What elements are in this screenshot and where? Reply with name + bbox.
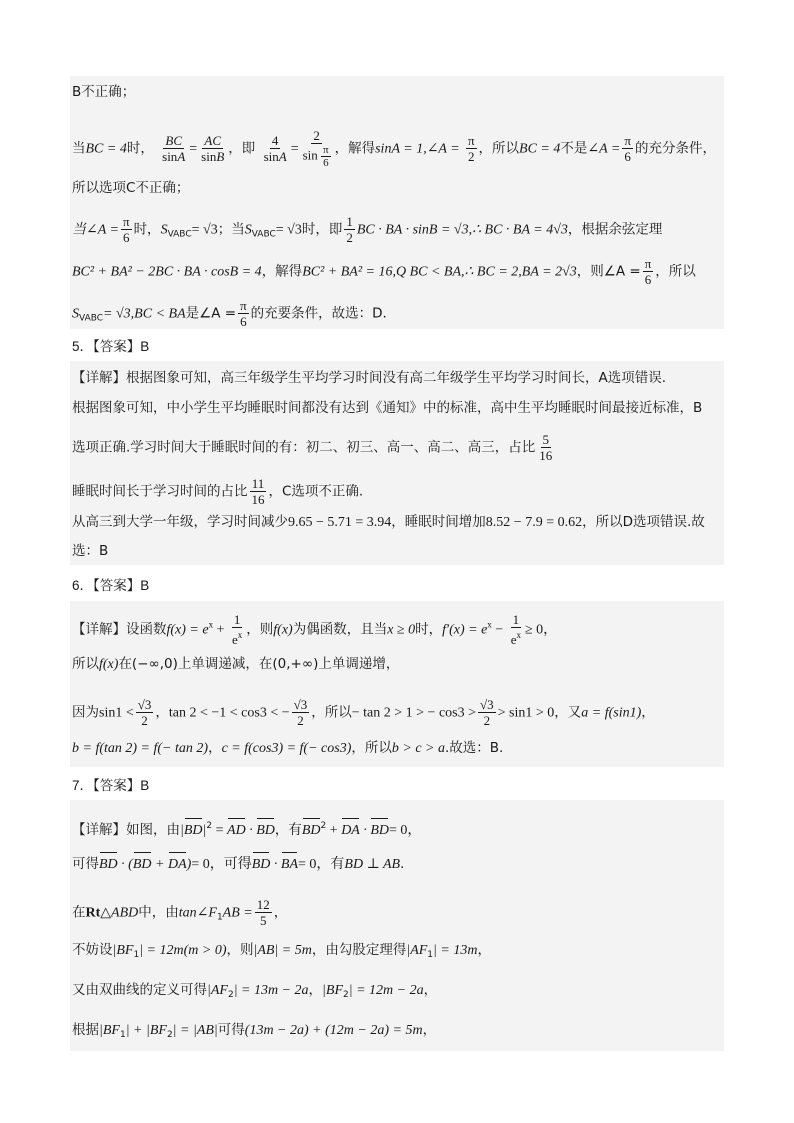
- q4-line-5: BC² + BA² − 2BC · BA · cosB = 4，解得BC² + BA² = 16,Q BC < BA,∴ BC = 2,BA = 2√3，则∠A = $\frac{\pi}{6}$ ，所以: [72, 256, 696, 287]
- frac-sqrt3-2-a: $\frac{√3}{2}$: [137, 697, 152, 728]
- q4-line-6: $S_{VABC}= √3,BC$ < BA是∠A = $\frac{\pi}{6}$ 的充要条件，故选：D.: [72, 298, 387, 329]
- q4-shaded-block: [70, 76, 724, 329]
- q6-line-3: 因为sin1 < $\frac{√3}{2}$ ，tan 2 < −1 < cos3 < − $\frac{√3}{2}$ ，所以− tan 2 > 1 > − cos3 > $\frac{√3}{2}$ > sin1 > 0，又a = f(sin1)，: [72, 697, 655, 728]
- frac-4-sina: $\frac{4}{\sin A}$: [263, 133, 287, 164]
- q5-line-2: 根据图象可知，中小学生平均睡眠时间都没有达到《通知》中的标准，高中生平均睡眠时间最接近标准，B: [72, 400, 703, 416]
- q7-line-1: 【详解】如图，由$|BD|^2$ = AD · BD，有$BD^2$ + DA · BD= 0，: [72, 816, 421, 841]
- q5-line-1: 【详解】根据图象可知，高三年级学生平均学习时间没有高二年级学生平均学习时间长，A选项错误.: [72, 370, 667, 386]
- frac-11-16: $\frac{11}{16}$: [251, 476, 265, 507]
- frac-pi-6-d: $\frac{\pi}{6}$: [240, 298, 247, 329]
- q5-answer-heading: 5．【答案】B: [72, 339, 150, 354]
- q7-line-2: 可得BD · (BD + DA)= 0，可得BD · BA= 0，有BD ⊥ AB.: [72, 854, 404, 875]
- q7-line-5: 又由双曲线的定义可得$|AF_2| = 13m - 2a$，$|BF_2| = 12m - 2a$，: [72, 982, 438, 1000]
- frac-2-sin-pi6: 2 sin $\frac{\pi}{6}$: [302, 128, 329, 169]
- frac-1-ex-b: $\frac{1}{e^x}$: [510, 612, 521, 647]
- frac-pi-6-c: $\frac{\pi}{6}$: [644, 256, 652, 287]
- frac-pi-6-a: $\frac{\pi}{6}$: [624, 133, 631, 164]
- frac-bc-sina: $\frac{BC}{\sin A}$: [162, 133, 186, 164]
- q7-line-3: 在Rt△ABD中，由$\tan\angle F_1AB$ = $\frac{12}{5}$ ，: [72, 897, 288, 928]
- frac-sqrt3-2-c: $\frac{√3}{2}$: [480, 697, 494, 728]
- q6-answer-heading: 6．【答案】B: [72, 578, 150, 593]
- q5-shaded-block: [70, 361, 724, 565]
- q7-line-4: 不妨设$|BF_1| = 12m(m > 0)$，则|AB| = 5m，由勾股定理得$|AF_1| = 13m$，: [72, 942, 491, 960]
- q5-line-4: 睡眠时间长于学习时间的占比 $\frac{11}{16}$ ，C选项不正确.: [72, 476, 364, 507]
- q7-answer-heading: 7．【答案】B: [72, 778, 150, 793]
- q5-line-5: 从高三到大学一年级，学习时间减少9.65 − 5.71 = 3.94，睡眠时间增加8.52 − 7.9 = 0.62，所以D选项错误.故: [72, 514, 705, 530]
- frac-12-5: $\frac{12}{5}$: [256, 897, 270, 928]
- q4-line-3: 所以选项C不正确；: [72, 180, 190, 196]
- frac-pi-2: $\frac{\pi}{2}$: [467, 133, 475, 164]
- frac-pi-6-b: $\frac{\pi}{6}$: [122, 214, 130, 245]
- frac-ac-sinb: $\frac{AC}{\sin B}$: [201, 133, 225, 164]
- frac-sqrt3-2-b: $\frac{√3}{2}$: [293, 697, 308, 728]
- q4-line-2: 当BC = 4时， $\frac{BC}{\sin A}$ = $\frac{AC}{\sin B}$ ，即 $\frac{4}{\sin A}$ = 2 sin $\frac{\pi}{6}$ ，解得sinA = 1,∠A = $\frac{\pi}{2}$ ，所以BC = 4不是∠A = $\frac{\pi}{6}$ 的充分条件，: [72, 128, 716, 169]
- q5-line-3: 选项正确.学习时间大于睡眠时间的有：初二、初三、高一、高二、高三，占比 $\frac{5}{16}$: [72, 432, 553, 463]
- q6-line-2: 所以f(x)在(−∞,0)上单调递减，在(0,+∞)上单调递增，: [72, 656, 400, 672]
- q6-line-1: 【详解】设函数$f(x) = e^x$ + $\frac{1}{e^x}$ ，则f(x)为偶函数，且当x ≥ 0时，$f'(x) = e^x$ − $\frac{1}{e^x}$ ≥ 0，: [72, 612, 558, 647]
- frac-1-2: $\frac{1}{2}$: [346, 214, 353, 245]
- q7-line-6: 根据$|BF_1| + |BF_2| = |AB|$可得(13m − 2a) + (12m − 2a) = 5m，: [72, 1022, 437, 1040]
- frac-5-16: $\frac{5}{16}$: [539, 432, 553, 463]
- q5-line-6: 选：B: [72, 543, 109, 559]
- q4-line-4: 当∠A = $\frac{\pi}{6}$ 时，$S_{VABC}= √3$；当$S_{VABC}= √3$时，即 $\frac{1}{2}$ BC · BA · sinB = √3,∴ BC · BA = 4√3，根据余弦定理: [72, 214, 663, 245]
- frac-1-ex: $\frac{1}{e^x}$: [232, 612, 243, 647]
- q6-line-4: b = f(tan 2) = f(− tan 2)，c = f(cos3) = f(− cos3)，所以b > c > a.故选：B.: [72, 740, 504, 756]
- q4-line-1: B不正确；: [72, 84, 136, 100]
